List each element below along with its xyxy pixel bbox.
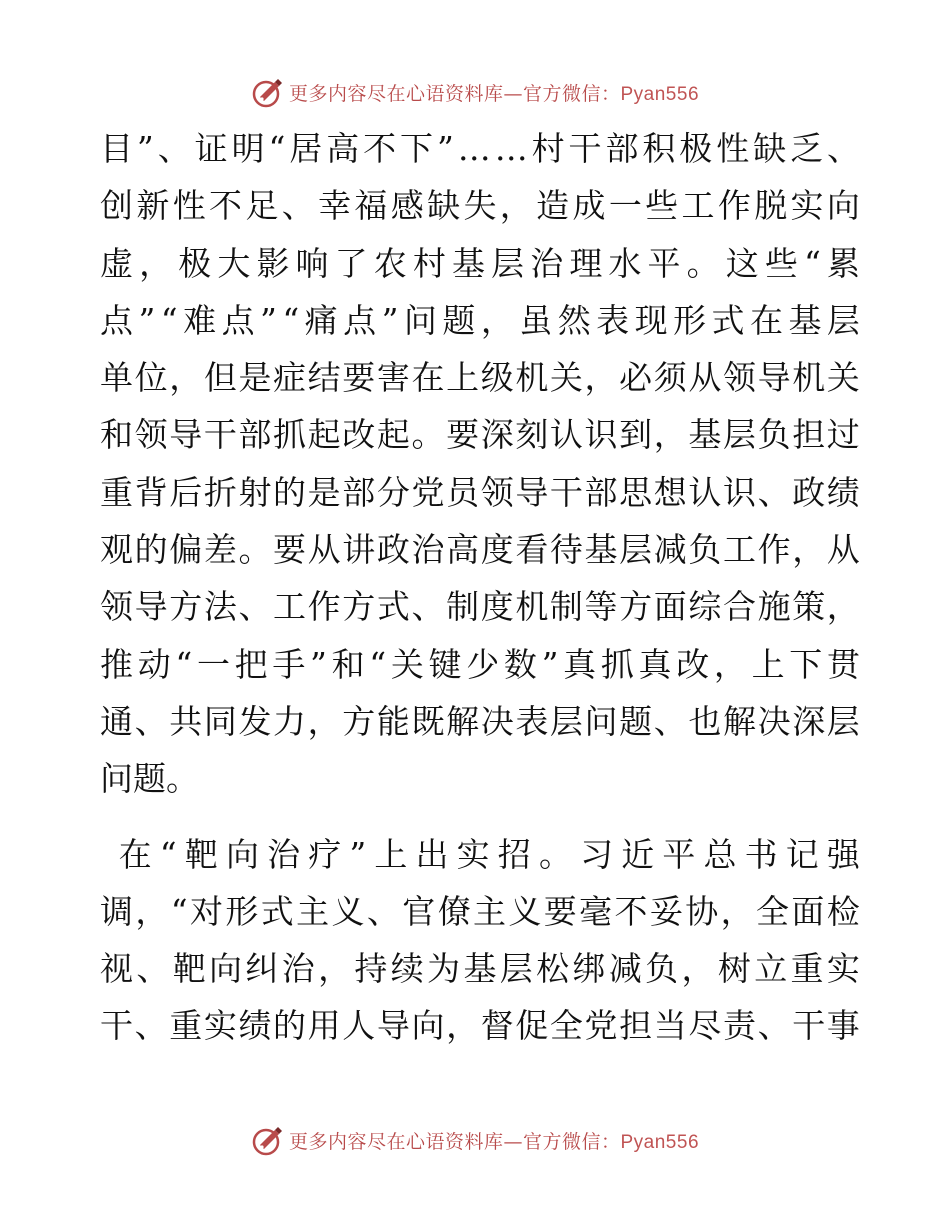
body-text	[100, 120, 860, 1055]
text-line: 调 ， “ 对 形 式 主 义 、 官 僚 主 义 要 毫 不 妥 协 ， 全 面 检	[100, 891, 860, 931]
text-line: 领 导 方 法 、 工 作 方 式 、 制 度 机 制 等 方 面 综 合 施 策 ，	[100, 587, 860, 627]
text-line: 单 位 ， 但 是 症 结 要 害 在 上 级 机 关 ， 必 须 从 领 导 机 关	[100, 358, 860, 398]
paragraph	[100, 826, 860, 1055]
watermark-wechat-id: Pyan556	[620, 1131, 700, 1153]
pen-logo-icon	[251, 1123, 285, 1157]
text-line: 观 的 偏 差 。 要 从 讲 政 治 高 度 看 待 基 层 减 负 工 作 ， 从	[100, 530, 860, 570]
text-line: 目 ” 、 证 明 “ 居 高 不 下 ” … … 村 干 部 积 极 性 缺 乏 、	[100, 129, 860, 168]
watermark-text	[289, 79, 699, 106]
text-line: 推 动 “ 一 把 手 ” 和 “ 关 键 少 数 ” 真 抓 真 改 ， 上 下 贯	[100, 644, 860, 684]
text-line: 创 新 性 不 足 、 幸 福 感 缺 失 ， 造 成 一 些 工 作 脱 实 向	[100, 186, 860, 226]
paragraph-container	[100, 120, 860, 1055]
text-line: 视 、 靶 向 纠 治 ， 持 续 为 基 层 松 绑 减 负 ， 树 立 重 实	[100, 949, 860, 989]
footer-watermark	[0, 1120, 950, 1160]
watermark-wechat-id: Pyan556	[620, 83, 700, 105]
watermark-label: 更多内容尽在心语资料库—官方微信：	[288, 82, 621, 105]
paragraph	[100, 120, 860, 808]
text-line: 在 “ 靶 向 治 疗 ” 上 出 实 招 。 习 近 平 总 书 记 强	[118, 834, 860, 874]
watermark-label: 更多内容尽在心语资料库—官方微信：	[288, 1130, 621, 1153]
text-line: 虚 ， 极 大 影 响 了 农 村 基 层 治 理 水 平 。 这 些 “ 累	[100, 243, 860, 283]
header-watermark	[0, 72, 950, 112]
text-line: 通 、 共 同 发 力 ， 方 能 既 解 决 表 层 问 题 、 也 解 决 深 层	[100, 701, 860, 741]
text-line: 干 、 重 实 绩 的 用 人 导 向 ， 督 促 全 党 担 当 尽 责 、 干 事	[100, 1006, 860, 1046]
text-line: 问题。	[100, 759, 199, 799]
text-line: 点 ” “ 难 点 ” “ 痛 点 ” 问 题 ， 虽 然 表 现 形 式 在 基 层	[100, 300, 860, 340]
text-line: 重 背 后 折 射 的 是 部 分 党 员 领 导 干 部 思 想 认 识 、 政 绩	[100, 472, 860, 512]
text-line: 和 领 导 干 部 抓 起 改 起 。 要 深 刻 认 识 到 ， 基 层 负 担 过	[100, 415, 860, 455]
watermark-text	[289, 1127, 699, 1154]
pen-logo-icon	[251, 75, 285, 109]
paragraph-gap	[100, 808, 860, 826]
